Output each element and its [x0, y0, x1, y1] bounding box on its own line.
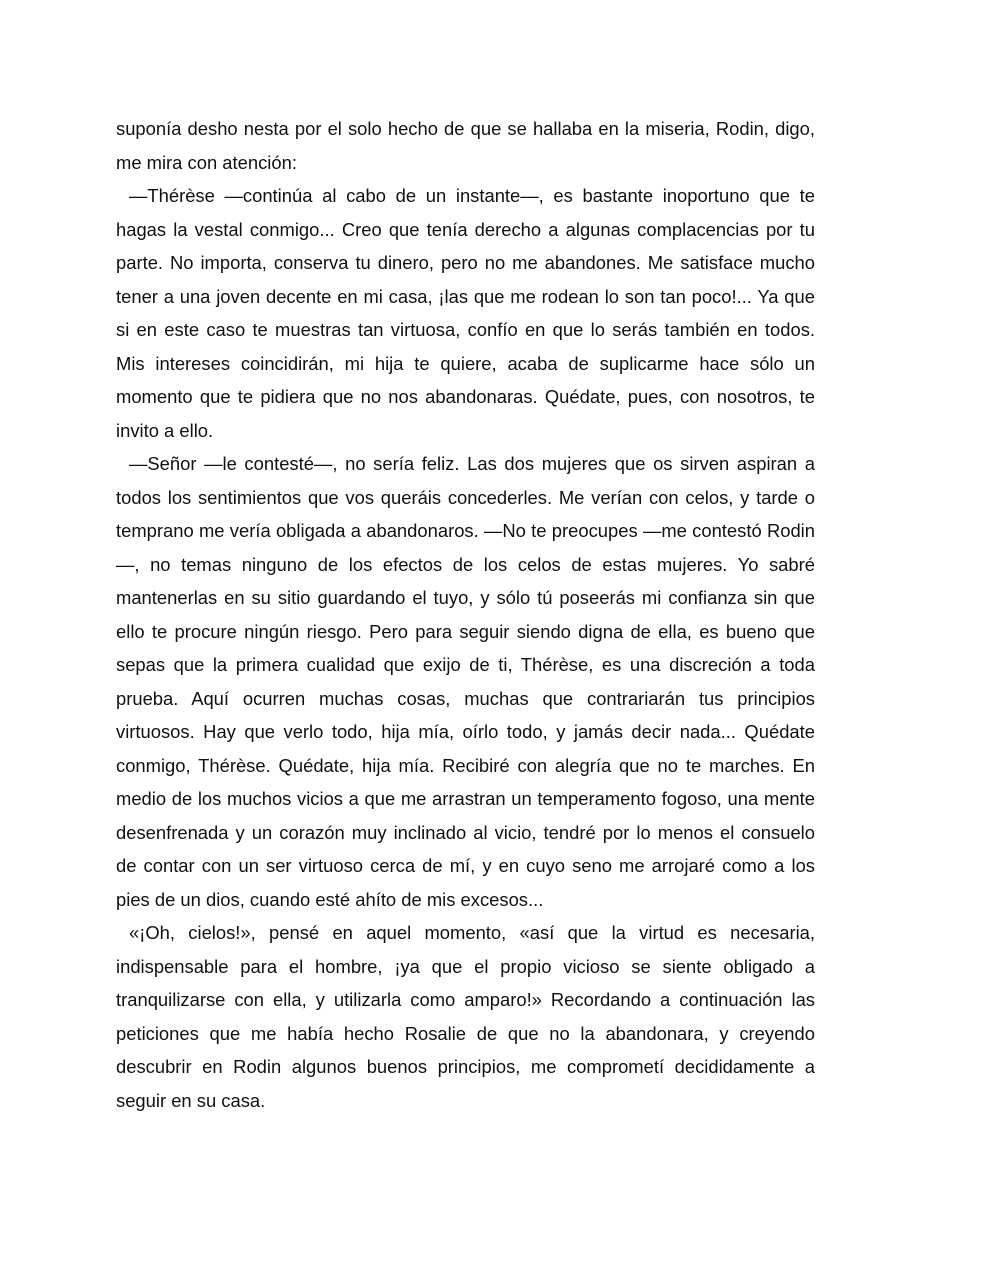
paragraph-therese-reply: —Señor —le contesté—, no sería feliz. Las dos mujeres que os sirven aspiran a todos los sentimientos que vos queráis concederles. Me verían con celos, y tarde o temprano me vería obligada a abandonaros. —No te preocupes —me contestó Rodin—, no temas ninguno de los efectos de los celos de estas mujeres. Yo sabré mantenerlas en su sitio guardando el tuyo, y sólo tú poseerás mi confianza sin que ello te procure ningún riesgo. Pero para seguir siendo digna de ella, es bueno que sepas que la primera cualidad que exijo de ti, Thérèse, es una discreción a toda prueba. Aquí ocurren muchas cosas, muchas que contrariarán tus principios virtuosos. Hay que verlo todo, hija mía, oírlo todo, y jamás decir nada... Quédate conmigo, Thérèse. Quédate, hija mía. Recibiré con alegría que no te marches. En medio de los muchos vicios a que me arrastran un temperamento fogoso, una mente desenfrenada y un corazón muy inclinado al vicio, tendré por lo menos el consuelo de contar con un ser virtuoso cerca de mí, y en cuyo seno me arrojaré como a los pies de un dios, cuando esté ahíto de mis excesos...: [116, 453, 815, 910]
document-page: [116, 112, 815, 1117]
paragraph-continuation: suponía desho nesta por el solo hecho de que se hallaba en la miseria, Rodin, digo, me mira con atención:: [116, 118, 815, 173]
paragraph-therese-thoughts: «¡Oh, cielos!», pensé en aquel momento, «así que la virtud es necesaria, indispensable para el hombre, ¡ya que el propio vicioso se siente obligado a tranquilizarse con ella, y utilizarla como amparo!» Recordando a continuación las peticiones que me había hecho Rosalie de que no la abandonara, y creyendo descubrir en Rodin algunos buenos principios, me comprometí decididamente a seguir en su casa.: [116, 922, 815, 1111]
paragraph-rodin-speech: —Thérèse —continúa al cabo de un instante—, es bastante inoportuno que te hagas la vestal conmigo... Creo que tenía derecho a algunas complacencias por tu parte. No importa, conserva tu dinero, pero no me abandones. Me satisface mucho tener a una joven decente en mi casa, ¡las que me rodean lo son tan poco!... Ya que si en este caso te muestras tan virtuosa, confío en que lo serás también en todos. Mis intereses coincidirán, mi hija te quiere, acaba de suplicarme hace sólo un momento que te pidiera que no nos abandonaras. Quédate, pues, con nosotros, te invito a ello.: [116, 185, 815, 441]
